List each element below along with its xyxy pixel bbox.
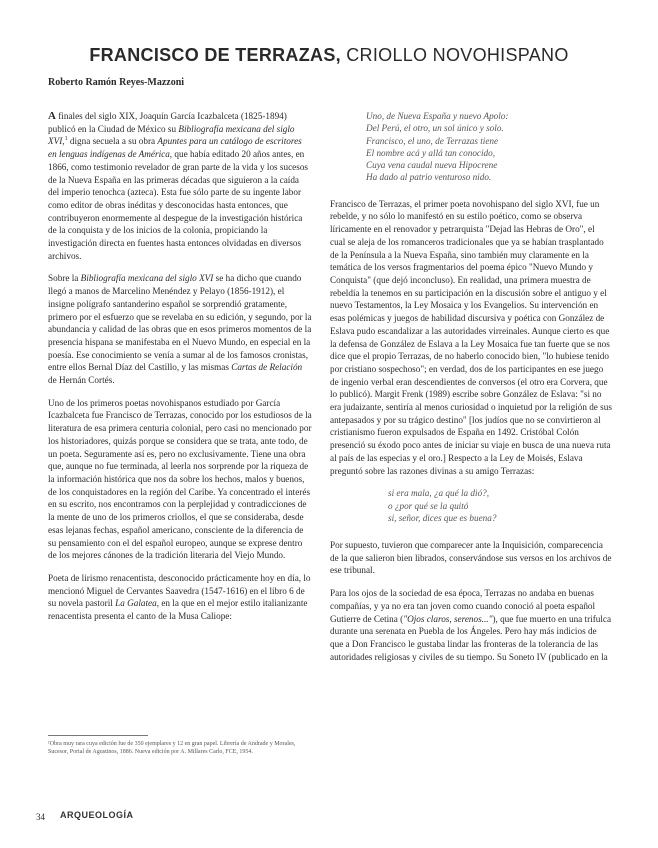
paragraph-3: Uno de los primeros poetas novohispanos estudiado por García Icazbalceta fue Francisco de Terrazas, conocido por los estudiosos de la literatura de esa primera centuria colonial, pero casi no mencionado por los historiadores, quizás porque se considera que se trata, ante todo, de un poeta. Seguramente así es, pero no exclusivamente. Tiene una obra que, aunque no fue terminada, al leerla nos sorprende por la riqueza de la información histórica que nos da sobre los hechos, malos y buenos, de los conquistadores en la región del Caribe. Ya concentrado el interés en su escrito, nos encontramos con la perplejidad y contradicciones de la mente de uno de los primeros criollos, el que se consideraba, desde esas lejanas fechas, español americano, consciente de la diferencia de su pensamiento con el del español europeo, aunque se exprese dentro de los mejores cánones de la tradición literaria del Viejo Mundo. [48,397,312,561]
paragraph-7: Para los ojos de la sociedad de esa época, Terrazas no andaba en buenas compañías, y ya no era tan joven como cuando conoció al poeta español Gutierre de Cetina ("Ojos claros, serenos..."), que fue muerto en una trifulca durante una serenata en Puebla de los Ángeles. Pero hay más indicios de que a Don Francisco le gustaba lindar las fronteras de la tolerancia de las autoridades religiosas y civiles de su tiempo. Su Soneto IV (publicado en la [330,588,612,662]
footnote-rule [48,735,148,736]
svg-text:ARQUEOLOGÍA: ARQUEOLOGÍA [60,810,134,820]
paragraph-6: Por supuesto, tuvieron que comparecer ante la Inquisición, comparecencia de la que salieron bien librados, conservándose sus versos en los archivos de ese tribunal. [330,540,612,576]
title-bold: FRANCISCO DE TERRAZAS, [89,45,341,65]
paragraph-5: Francisco de Terrazas, el primer poeta novohispano del siglo XVI, fue un rebelde, y no sólo lo manifestó en su estilo poético, como se observa líricamente en el renovador y petrarquista "Dejad las Hebras de Oro", el cual se aleja de los romanceros tradicionales que ya se habían trasplantado de la Península a la Nueva España, sino también muy claramente en la temática de los versos fragmentarios del poema épico "Nuevo Mundo y Conquista" (que dejó inconcluso). En realidad, una primera muestra de rebeldía la tenemos en su participación en la discusión sobre el antiguo y el nuevo Testamentos, la Ley Mosaica y los Evangelios. Su intervención en esas polémicas y juegos de habilidad discursiva y poética con González de Eslava pudo escandalizar a las autoridades virreinales. Aunque cierto es que la defensa de González de Eslava a la Ley Mosaica fue tan fuerte que se nos dice que el propio Terrazas, de no haberlo conocido bien, "lo hubiese tenido por cristiano sospechoso"; en verdad, dos de los participantes en ese juego de ingenio verbal eran descendientes de conversos (el otro era Corvera, que lo publicó). Margit Frenk (1989) escribe sobre González de Eslava: "si no era judaizante, sentiría al menos curiosidad o inquietud por la religión de sus antepasados y por su trágico destino" [los judíos que no se convirtieron al cristianismo fueron expulsados de España en 1492. Cristóbal Colón presenció su éxodo poco antes de iniciar su viaje en busca de una nueva ruta al país de las especias y el oro.] Respecto a la Ley de Moisés, Eslava preguntó sobre las razones divinas a su amigo Terrazas: [330,198,612,476]
drop-cap: A [48,110,56,122]
title-light: CRIOLLO NOVOHISPANO [340,45,569,65]
page-title [0,45,658,66]
verse-eslava: si era mala, ¿a qué la dió?, o ¿por qué se la quitó si, señor, dices que es buena? [388,488,497,524]
page-number: 34 [36,812,45,822]
author: Roberto Ramón Reyes-Mazzoni [48,77,185,88]
footnote-ref: 1 [64,136,68,143]
footnote: ¹Obra muy rara cuya edición fue de 350 ejemplares y 12 en gran papel. Librería de Andrade y Morales, Sucesor, Portal de Agustinos, 1886. Nueva edición por A. Millares Carlo, FCE, 1954. [48,741,296,755]
right-column [330,110,612,673]
paragraph-2: Sobre la Bibliografía mexicana del siglo XVI se ha dicho que cuando llegó a manos de Marcelino Menéndez y Pelayo (1856-1912), el insigne polígrafo santanderino español se sorprendió gratamente, primero por el esfuerzo que se revelaba en su edición, y segundo, por la abundancia y calidad de las obras que en esos primeros momentos de la presencia hispana se manifestaba en el Nuevo Mundo, en especial en la poesía. Ese conocimiento se venía a sumar al de los famosos cronistas, entre ellos Bernal Díaz del Castillo, y las mismas Cartas de Relación de Hernán Cortés. [48,273,312,386]
magazine-logo [60,806,160,822]
verse-galatea: Uno, de Nueva España y nuevo Apolo: Del Perú, el otro, un sol único y solo. Francisco, el uno, de Terrazas tiene El nombre acá y allá tan conocido, Cuya vena caudal nueva Hipocrene Ha dado al patrio venturoso nido. [366,111,509,183]
paragraph-1: A finales del siglo XIX, Joaquín García Icazbalceta (1825-1894) publicó en la Ciudad de México su Bibliografía mexicana del siglo XVI,$^1$ digna secuela a su obra Apuntes para un catálogo de escritores en lenguas indígenas de América, que había editado 20 años antes, en 1866, como testimonio revelador de gran parte de la vida y los sucesos de la Nueva España en las primeras décadas que siguieron a la caída del imperio tenochca (azteca). Esta fue sólo parte de su ingente labor como editor de obras inéditas y desconocidas hasta entonces, que contribuyeron enormemente al despegue de la investigación histórica de la conquista y de los inicios de la colonia, propiciando la investigación directa en fuentes hasta entonces olvidadas en diversos archivos. [48,110,308,261]
left-column [48,110,312,633]
paragraph-4: Poeta de lirismo renacentista, desconocido prácticamente hoy en día, lo mencionó Miguel de Cervantes Saavedra (1547-1616) en el libro 6 de su novela pastoril La Galatea, en la que en el mejor estilo italianizante renacentista presenta el canto de la Musa Caliope: [48,572,311,622]
